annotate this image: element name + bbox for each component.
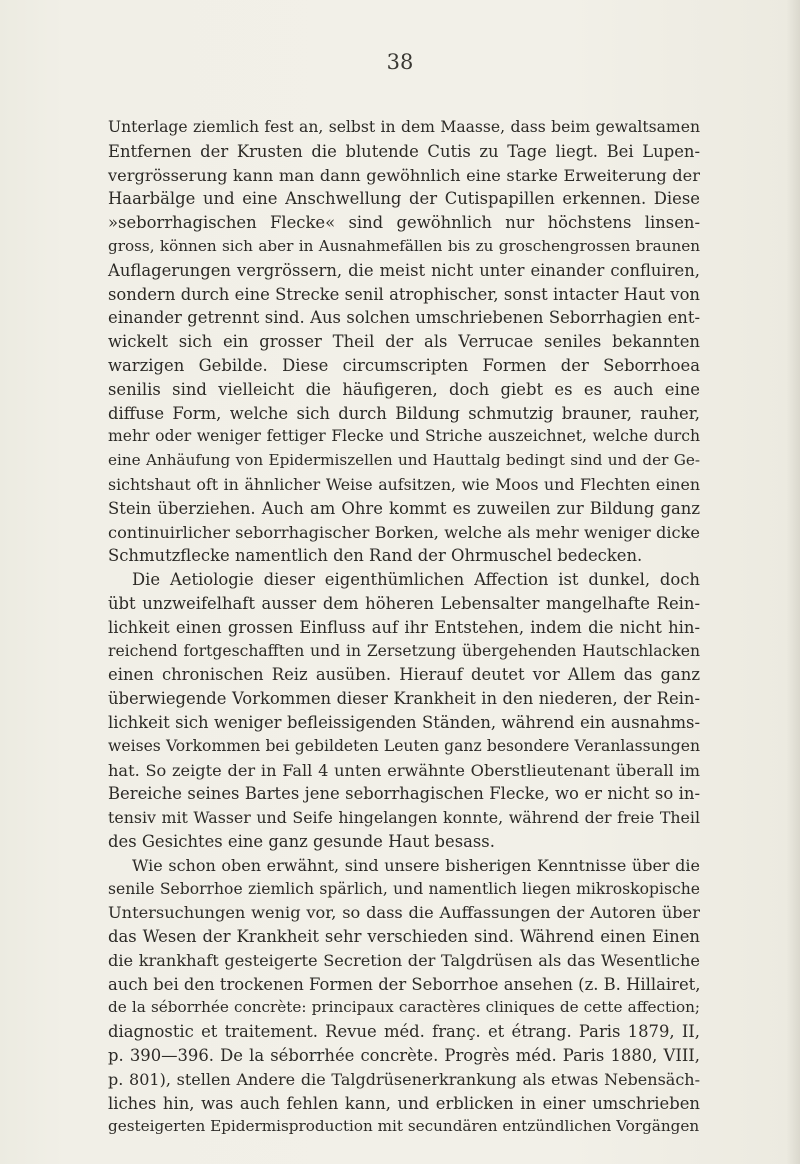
text-line: einen chronischen Reiz ausüben. Hierauf deutet vor Allem das ganz [108, 665, 700, 685]
text-line: sondern durch eine Strecke senil atrophischer, sonst intacter Haut von [108, 284, 700, 304]
text-line: des Gesichtes eine ganz gesunde Haut besass. [108, 831, 495, 851]
text-line: p. 390—396. De la séborrhée concrète. Progrès méd. Paris 1880, VIII, [108, 1046, 700, 1066]
text-line: diagnostic et traitement. Revue méd. franç. et étrang. Paris 1879, II, [108, 1022, 700, 1042]
text-line: wickelt sich ein grosser Theil der als Verrucae seniles bekannten [108, 332, 700, 352]
text-line: diffuse Form, welche sich durch Bildung schmutzig brauner, rauher, [108, 403, 700, 423]
text-line: lichkeit einen grossen Einfluss auf ihr Entstehen, indem die nicht hin- [108, 617, 700, 637]
text-line: sichtshaut oft in ähnlicher Weise aufsitzen, wie Moos und Flechten einen [108, 474, 700, 494]
text-line: continuirlicher seborrhagischer Borken, welche als mehr weniger dicke [108, 522, 700, 542]
text-line: Unterlage ziemlich fest an, selbst in dem Maasse, dass beim gewaltsamen [108, 118, 700, 136]
text-line: das Wesen der Krankheit sehr verschieden sind. Während einen Einen [108, 927, 700, 947]
text-line: gesteigerten Epidermisproduction mit secundären entzündlichen Vorgängen [108, 1117, 700, 1136]
text-line: tensiv mit Wasser und Seife hingelangen konnte, während der freie Theil [108, 808, 700, 828]
text-line: übt unzweifelhaft ausser dem höheren Lebensalter mangelhafte Rein- [108, 593, 700, 613]
text-line: lichkeit sich weniger befleissigenden Ständen, während ein ausnahms- [108, 712, 700, 732]
text-line: »seborrhagischen Flecke« sind gewöhnlich nur höchstens linsen- [108, 213, 700, 233]
text-line: Die Aetiologie dieser eigenthümlichen Affection ist dunkel, doch [132, 570, 700, 590]
text-line: Auflagerungen vergrössern, die meist nicht unter einander confluiren, [108, 260, 700, 280]
text-line: gross, können sich aber in Ausnahmefällen bis zu groschengrossen braunen [108, 236, 700, 255]
text-line: hat. So zeigte der in Fall 4 unten erwähnte Oberstlieutenant überall im [108, 760, 700, 780]
text-line: einander getrennt sind. Aus solchen umschriebenen Seborrhagien ent- [108, 308, 700, 328]
text-line: Entfernen der Krusten die blutende Cutis zu Tage liegt. Bei Lupen- [108, 141, 700, 161]
text-line: senilis sind vielleicht die häufigeren, doch giebt es es auch eine [108, 379, 700, 399]
text-line: Haarbälge und eine Anschwellung der Cutispapillen erkennen. Diese [108, 189, 700, 209]
text-line: vergrösserung kann man dann gewöhnlich eine starke Erweiterung der [108, 165, 700, 185]
text-line: Untersuchungen wenig vor, so dass die Auffassungen der Autoren über [108, 903, 700, 923]
page-number: 38 [386, 50, 414, 74]
text-line: die krankhaft gesteigerte Secretion der Talgdrüsen als das Wesentliche [108, 950, 700, 970]
text-line: liches hin, was auch fehlen kann, und erblicken in einer umschrieben [108, 1093, 700, 1113]
text-line: reichend fortgeschafften und in Zersetzung übergehenden Hautschlacken [108, 641, 700, 660]
text-line: weises Vorkommen bei gebildeten Leuten ganz besondere Veranlassungen [108, 736, 700, 755]
text-line: senile Seborrhoe ziemlich spärlich, und namentlich liegen mikroskopische [108, 879, 700, 898]
text-line: überwiegende Vorkommen dieser Krankheit in den niederen, der Rein- [108, 689, 700, 709]
text-line: Wie schon oben erwähnt, sind unsere bisherigen Kenntnisse über die [132, 855, 700, 875]
text-line: Bereiche seines Bartes jene seborrhagischen Flecke, wo er nicht so in- [108, 784, 700, 804]
page-edge-shadow [786, 0, 800, 1164]
text-line: Schmutzflecke namentlich den Rand der Ohrmuschel bedecken. [108, 546, 643, 566]
text-line: eine Anhäufung von Epidermiszellen und Hauttalg bedingt sind und der Ge- [108, 451, 700, 470]
text-line: auch bei den trockenen Formen der Seborrhoe ansehen (z. B. Hillairet, [108, 974, 701, 994]
text-line: mehr oder weniger fettiger Flecke und Striche auszeichnet, welche durch [108, 427, 700, 446]
text-line: warzigen Gebilde. Diese circumscripten Formen der Seborrhoea [108, 355, 700, 375]
text-line: Stein überziehen. Auch am Ohre kommt es zuweilen zur Bildung ganz [108, 498, 700, 518]
text-line: de la séborrhée concrète: principaux caractères cliniques de cette affection; [108, 998, 700, 1017]
body-text [108, 116, 700, 1139]
text-line: p. 801), stellen Andere die Talgdrüsenerkrankung als etwas Nebensäch- [108, 1069, 700, 1089]
